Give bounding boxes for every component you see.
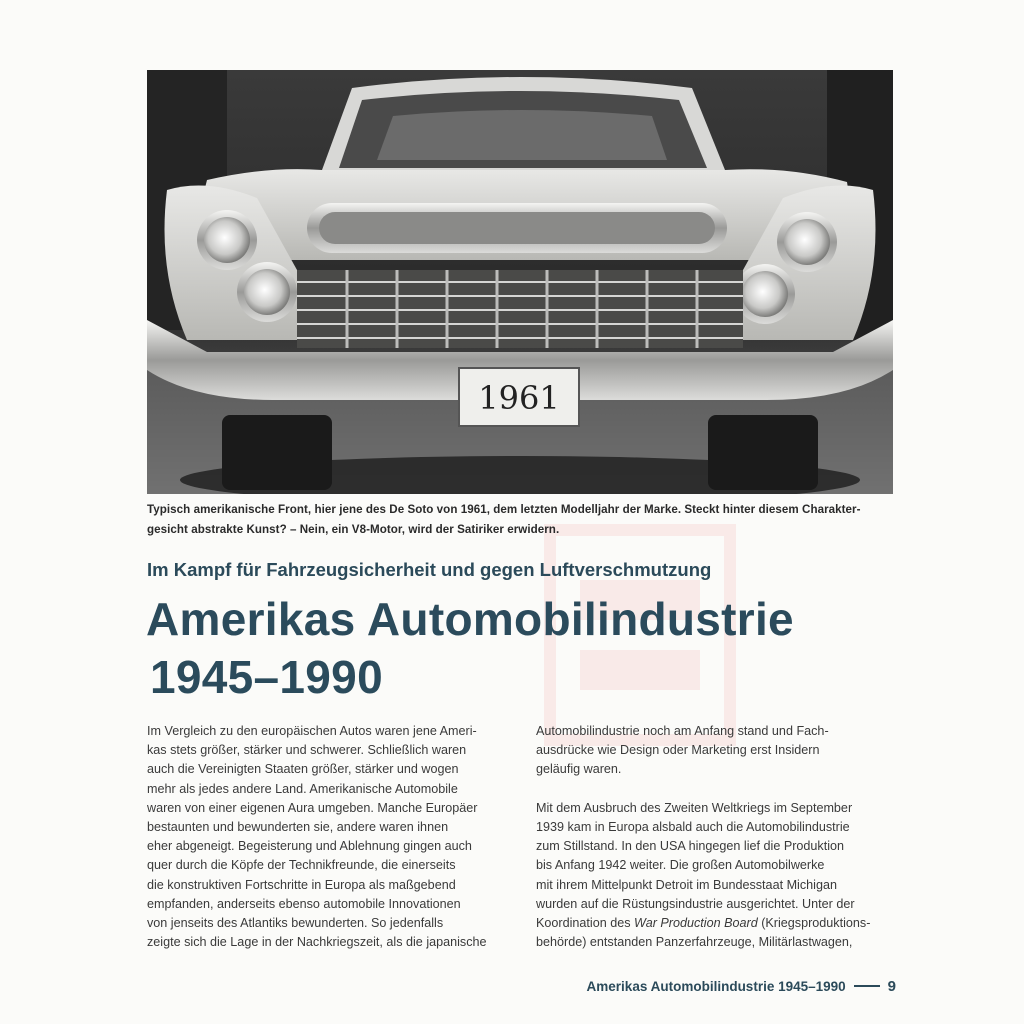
body-line: waren von einer eigenen Aura umgeben. Manche Europäer bbox=[147, 800, 478, 815]
running-title: Amerikas Automobilindustrie 1945–1990 bbox=[586, 979, 846, 994]
page-title bbox=[146, 590, 906, 706]
body-line: geläufig waren. bbox=[536, 762, 622, 777]
title-line: 1945–1990 bbox=[150, 651, 383, 703]
body-line: Im Vergleich zu den europäischen Autos waren jene Ameri- bbox=[147, 724, 477, 738]
body-line: empfanden, anderseits ebenso automobile Innovationen bbox=[147, 896, 461, 911]
italic-term: War Production Board bbox=[634, 916, 758, 931]
body-line-with-italic bbox=[536, 914, 901, 933]
running-footer bbox=[587, 978, 896, 995]
license-plate-text: 1961 bbox=[478, 379, 560, 417]
text-segment: (Kriegsproduktions- bbox=[757, 916, 871, 931]
body-line: Mit dem Ausbruch des Zweiten Weltkriegs im September bbox=[536, 800, 853, 815]
body-line: zeigte sich die Lage in der Nachkriegszeit, als die japanische bbox=[147, 935, 487, 950]
body-line: zum Stillstand. In den USA hingegen lief die Produktion bbox=[536, 839, 845, 854]
body-line: ausdrücke wie Design oder Marketing erst Insidern bbox=[536, 743, 820, 758]
footer-dash bbox=[854, 985, 880, 987]
title-line: Amerikas Automobilindustrie bbox=[146, 593, 794, 645]
caption-line: gesicht abstrakte Kunst? – Nein, ein V8-Motor, wird der Satiriker erwidern. bbox=[147, 523, 560, 536]
body-line: wurden auf die Rüstungsindustrie ausgerichtet. Unter der bbox=[536, 896, 855, 911]
body-line: bestaunten und bewunderten sie, andere waren ihnen bbox=[147, 820, 449, 835]
body-line: 1939 kam in Europa alsbald auch die Automobilindustrie bbox=[536, 820, 850, 834]
body-line: quer durch die Köpfe der Technikfreunde, die einerseits bbox=[147, 858, 456, 873]
body-line: eher abgeneigt. Begeisterung und Ablehnung gingen auch bbox=[147, 839, 472, 854]
body-line: behörde) entstanden Panzerfahrzeuge, Militärlastwagen, bbox=[536, 935, 853, 950]
body-line: die konstruktiven Fortschritte in Europa als maßgebend bbox=[147, 877, 456, 892]
page-number: 9 bbox=[887, 978, 896, 995]
body-line: mit ihrem Mittelpunkt Detroit im Bundesstaat Michigan bbox=[536, 877, 837, 892]
body-line: bis Anfang 1942 weiter. Die großen Automobilwerke bbox=[536, 858, 825, 873]
body-line: kas stets größer, stärker und schwerer. Schließlich waren bbox=[147, 743, 467, 758]
car-photo bbox=[147, 70, 893, 494]
caption-line: Typisch amerikanische Front, hier jene des De Soto von 1961, dem letzten Modelljahr der Marke. Steckt hinter diesem Charakter- bbox=[147, 503, 861, 516]
text-segment: Koordination des bbox=[536, 916, 635, 931]
body-column-right bbox=[536, 722, 901, 952]
body-line: Automobilindustrie noch am Anfang stand und Fach- bbox=[536, 724, 829, 738]
body-line: auch die Vereinigten Staaten größer, stärker und wogen bbox=[147, 762, 459, 777]
kicker: Im Kampf für Fahrzeugsicherheit und gegen Luftverschmutzung bbox=[147, 559, 712, 580]
paragraph-gap bbox=[536, 780, 901, 799]
body-line: mehr als jedes andere Land. Amerikanische Automobile bbox=[147, 781, 458, 796]
photo-caption bbox=[147, 500, 893, 540]
body-line: von jenseits des Atlantiks bewunderten. So jedenfalls bbox=[147, 916, 444, 931]
body-column-left bbox=[147, 722, 512, 952]
car-illustration bbox=[147, 70, 893, 494]
